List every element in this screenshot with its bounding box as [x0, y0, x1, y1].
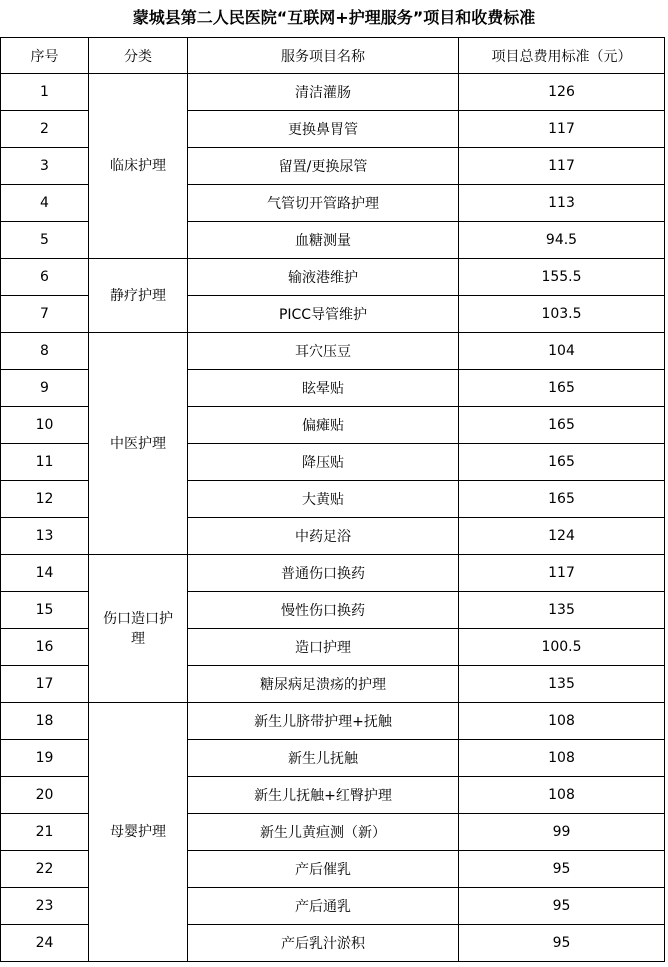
row-no: 4 — [1, 185, 89, 222]
row-no: 17 — [1, 666, 89, 703]
category-cell — [89, 703, 188, 962]
service-name: 大黄贴 — [188, 481, 459, 518]
service-name: 普通伤口换药 — [188, 555, 459, 592]
service-fee: 135 — [459, 592, 665, 629]
service-name: 气管切开管路护理 — [188, 185, 459, 222]
row-no: 1 — [1, 74, 89, 111]
service-name: 降压贴 — [188, 444, 459, 481]
row-no: 3 — [1, 148, 89, 185]
service-name: 造口护理 — [188, 629, 459, 666]
service-fee: 165 — [459, 481, 665, 518]
row-no: 5 — [1, 222, 89, 259]
service-fee: 95 — [459, 851, 665, 888]
service-fee: 108 — [459, 777, 665, 814]
header-category: 分类 — [89, 38, 188, 74]
service-name: 慢性伤口换药 — [188, 592, 459, 629]
row-no: 24 — [1, 925, 89, 962]
table-row — [1, 74, 665, 111]
service-fee: 103.5 — [459, 296, 665, 333]
row-no: 10 — [1, 407, 89, 444]
header-fee: 项目总费用标准（元） — [459, 38, 665, 74]
service-name: PICC导管维护 — [188, 296, 459, 333]
service-fee: 108 — [459, 703, 665, 740]
row-no: 15 — [1, 592, 89, 629]
service-fee: 165 — [459, 370, 665, 407]
service-name: 留置/更换尿管 — [188, 148, 459, 185]
row-no: 20 — [1, 777, 89, 814]
table-row — [1, 555, 665, 592]
row-no: 6 — [1, 259, 89, 296]
category-label: 临床护理 — [110, 158, 166, 174]
header-no: 序号 — [1, 38, 89, 74]
table-row — [1, 333, 665, 370]
service-name: 眩晕贴 — [188, 370, 459, 407]
service-fee: 113 — [459, 185, 665, 222]
service-fee: 117 — [459, 148, 665, 185]
service-fee: 165 — [459, 444, 665, 481]
row-no: 19 — [1, 740, 89, 777]
service-name: 新生儿抚触+红臀护理 — [188, 777, 459, 814]
service-fee: 117 — [459, 555, 665, 592]
category-cell — [89, 333, 188, 555]
row-no: 8 — [1, 333, 89, 370]
row-no: 13 — [1, 518, 89, 555]
service-fee: 104 — [459, 333, 665, 370]
row-no: 22 — [1, 851, 89, 888]
row-no: 14 — [1, 555, 89, 592]
service-fee: 135 — [459, 666, 665, 703]
header-name: 服务项目名称 — [188, 38, 459, 74]
service-name: 产后催乳 — [188, 851, 459, 888]
service-fee: 99 — [459, 814, 665, 851]
row-no: 16 — [1, 629, 89, 666]
row-no: 23 — [1, 888, 89, 925]
document-title: 蒙城县第二人民医院“互联网+护理服务”项目和收费标准 — [132, 8, 536, 27]
service-fee: 94.5 — [459, 222, 665, 259]
service-name: 糖尿病足溃疡的护理 — [188, 666, 459, 703]
category-cell — [89, 259, 188, 333]
service-fee: 108 — [459, 740, 665, 777]
service-name: 产后乳汁淤积 — [188, 925, 459, 962]
service-fee: 126 — [459, 74, 665, 111]
category-label: 母婴护理 — [110, 824, 166, 840]
service-fee: 155.5 — [459, 259, 665, 296]
service-name: 产后通乳 — [188, 888, 459, 925]
service-fee: 95 — [459, 925, 665, 962]
service-name: 耳穴压豆 — [188, 333, 459, 370]
service-fee: 165 — [459, 407, 665, 444]
service-name: 中药足浴 — [188, 518, 459, 555]
service-name: 新生儿脐带护理+抚触 — [188, 703, 459, 740]
table-header-row — [1, 38, 665, 74]
row-no: 21 — [1, 814, 89, 851]
service-name: 更换鼻胃管 — [188, 111, 459, 148]
row-no: 9 — [1, 370, 89, 407]
service-fee: 95 — [459, 888, 665, 925]
category-label: 静疗护理 — [110, 287, 166, 304]
service-fee: 117 — [459, 111, 665, 148]
service-fee: 100.5 — [459, 629, 665, 666]
table-row — [1, 259, 665, 296]
fee-table — [0, 37, 665, 962]
service-name: 新生儿黄疸测（新） — [188, 814, 459, 851]
row-no: 11 — [1, 444, 89, 481]
category-label: 中医护理 — [110, 435, 166, 452]
table-row — [1, 703, 665, 740]
category-cell — [89, 74, 188, 259]
service-name: 清洁灌肠 — [188, 74, 459, 111]
row-no: 12 — [1, 481, 89, 518]
category-label: 伤口造口护理 — [103, 610, 173, 647]
row-no: 18 — [1, 703, 89, 740]
service-fee: 124 — [459, 518, 665, 555]
row-no: 7 — [1, 296, 89, 333]
service-name: 新生儿抚触 — [188, 740, 459, 777]
category-cell — [89, 555, 188, 703]
service-name: 偏瘫贴 — [188, 407, 459, 444]
row-no: 2 — [1, 111, 89, 148]
service-name: 血糖测量 — [188, 222, 459, 259]
service-name: 输液港维护 — [188, 259, 459, 296]
